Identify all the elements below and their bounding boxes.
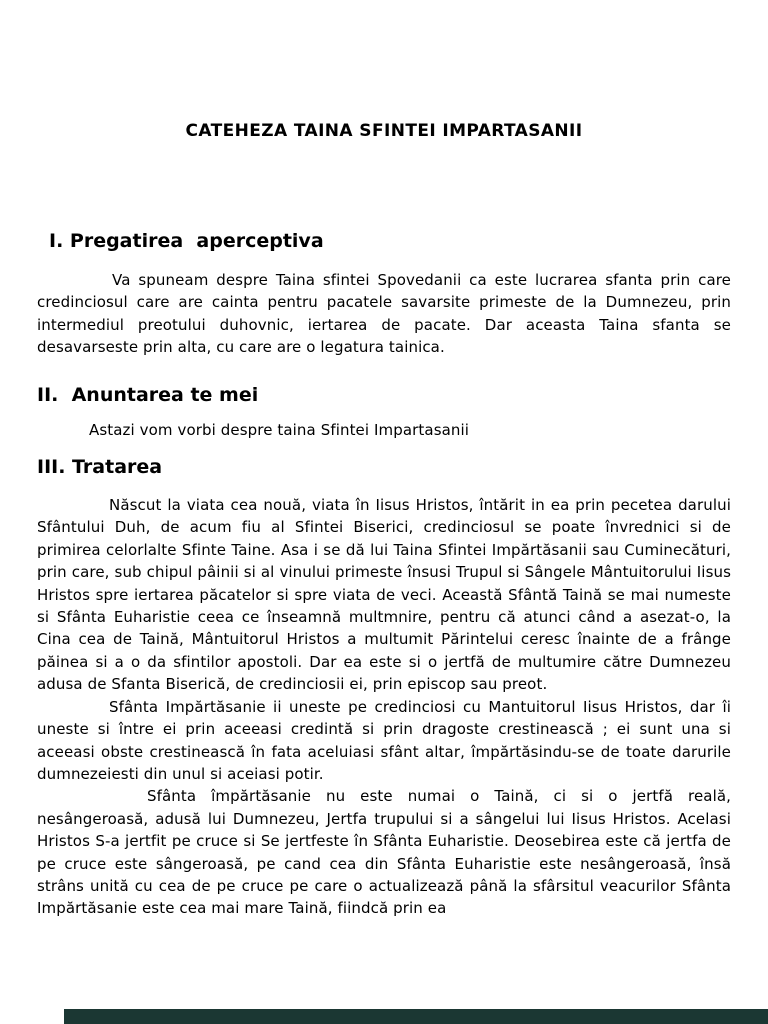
paragraph: Născut la viata cea nouă, viata în Iisus Hristos, întărit in ea prin pecetea darului Sfântului Duh, de acum fiu al Sfintei Biserici, credinciosul se poate învrednici si de primirea celorlalte Sfinte Taine. Asa i se dă lui Taina Sfintei Impărtăsanii sau Cuminecături, prin care, sub chipul pâinii si al vinului primeste însusi Trupul si Sângele Mântuitorului Iisus Hristos spre iertarea păcatelor si spre viata de veci. Această Sfântă Taină se mai numeste si Sfânta Euharistie ceea ce înseamnă multmnire, pentru că atunci când a asezat-o, la Cina cea de Taină, Mântuitorul Hristos a multumit Părintelui ceresc înainte de a frânge păinea si a o da sfintilor apostoli. Dar ea este si o jertfă de multumire către Dumnezeu adusa de Sfanta Biserică, de credinciosii ei, prin episcop sau preot. [37, 496, 731, 694]
paragraph: Sfânta Impărtăsanie ii uneste pe credinciosi cu Mantuitorul Iisus Hristos, dar îi uneste si între ei prin aceeasi credintă si prin dragoste crestinească ; ei sunt una si aceeasi obste crestinească în fata aceluiasi sfânt altar, împărtăsindu-se de toate darurile dumnezeiesti din unul si aceiasi potir. [37, 697, 731, 783]
paragraph: Astazi vom vorbi despre taina Sfintei Impartasanii [89, 420, 470, 439]
section-heading-tratarea: III. Tratarea [37, 456, 163, 479]
section-heading-anuntarea: II. Anuntarea te mei [37, 383, 259, 406]
paragraph: Sfânta împărtăsanie nu este numai o Taină, ci si o jertfă reală, nesângeroasă, adusă lui Dumnezeu, Jertfa trupului si a sângelui lui Iisus Hristos. Acelasi Hristos S-a jertfit pe cruce si Se jertfeste în Sfânta Euharistie. Deosebirea este că jertfa de pe cruce este sângeroasă, pe cand cea din Sfânta Euharistie este nesângeroasă, însă strâns unită cu cea de pe cruce pe care o actualizează până la sfârsitul veacurilor Sfânta Impărtăsanie este cea mai mare Taină, fiindcă prin ea [37, 787, 731, 918]
paragraph: Va spuneam despre Taina sfintei Spovedanii ca este lucrarea sfanta prin care credinciosul care are cainta pentru pacatele savarsite primeste de la Dumnezeu, prin intermediul preotului duhovnic, iertarea de pacate. Dar aceasta Taina sfanta se desavarseste prin alta, cu care are o legatura tainica. [37, 271, 731, 357]
section-heading-pregatirea: I. Pregatirea aperceptiva [49, 230, 324, 252]
viewer-background-strip [64, 1009, 768, 1024]
document-title: CATEHEZA TAINA SFINTEI IMPARTASANII [185, 121, 583, 141]
